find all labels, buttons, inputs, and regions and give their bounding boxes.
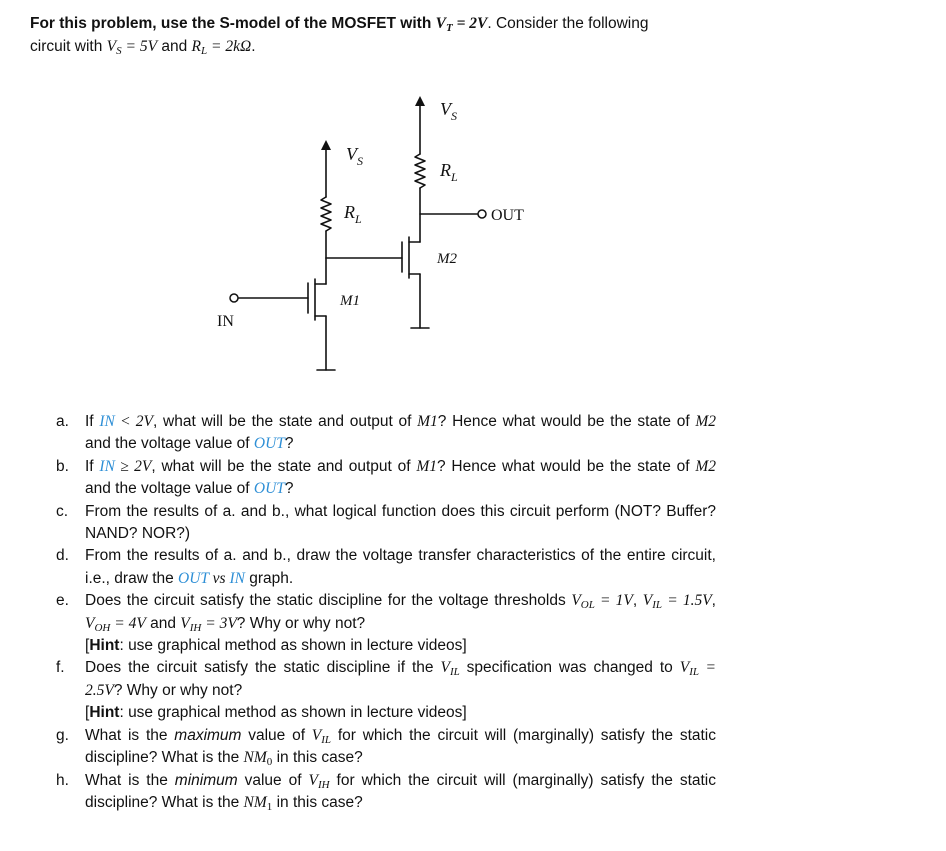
vil-symbol: V: [311, 726, 322, 744]
vil-value: = 1.5V: [662, 592, 712, 610]
voh-value: = 4V: [110, 614, 146, 632]
question-letter: c.: [56, 502, 69, 520]
question-b: [56, 456, 716, 501]
question-letter: f.: [56, 659, 65, 677]
question-text: From the results of a. and b., draw the voltage transfer characteristics of the entire circuit, i.e., draw the: [85, 547, 716, 587]
question-text: Does the circuit satisfy the static discipline for the voltage thresholds: [85, 592, 572, 610]
vt-subscript: T: [445, 22, 453, 34]
nm-symbol: NM: [243, 793, 267, 811]
m2-label: M2: [437, 251, 457, 267]
question-text: ? Why or why not?: [113, 681, 243, 699]
question-text: value of: [237, 771, 309, 789]
left-resistor-zigzag: [321, 197, 331, 231]
rl-value: = 2kΩ: [207, 38, 252, 55]
question-text: Does the circuit satisfy the static discipline if the: [85, 659, 441, 677]
question-letter: h.: [56, 771, 69, 789]
question-list: [56, 411, 716, 814]
m1-symbol: M1: [417, 413, 438, 430]
condition: ≥ 2V: [114, 457, 152, 475]
vih-symbol: V: [180, 614, 190, 632]
m2-symbol: M2: [695, 413, 716, 430]
question-text: ? Why or why not?: [236, 614, 366, 632]
question-text: in this case?: [272, 793, 363, 811]
in-label: IN: [217, 313, 234, 330]
rl-label-right: $R_L$: [440, 160, 458, 184]
hint-label: Hint: [89, 704, 120, 722]
vil-subscript: IL: [321, 733, 332, 746]
question-text: for which the circuit will (marginally) satisfy the static discipline? What is the: [85, 771, 717, 811]
rl-label-left: $R_L$: [344, 202, 362, 226]
question-text: If: [85, 413, 100, 430]
question-text: If: [85, 457, 100, 475]
m2-symbol: M2: [695, 457, 717, 475]
in-symbol: IN: [99, 413, 115, 430]
m1-symbol: M1: [416, 457, 438, 475]
question-text: in this case?: [272, 749, 363, 767]
nm-subscript: 1: [266, 800, 273, 813]
vol-symbol: V: [571, 592, 581, 610]
vs-label-right: $V_S$: [440, 99, 457, 123]
vs-label-left: $V_S$: [346, 144, 363, 168]
vil-symbol: V: [679, 659, 690, 677]
hint-label: Hint: [89, 637, 120, 655]
left-supply-arrow: [321, 140, 331, 150]
vih-subscript: IH: [189, 621, 202, 634]
m1-label: M1: [340, 293, 360, 309]
vs-value: = 5V: [121, 38, 158, 55]
question-text: , what will be the state and output of: [153, 413, 418, 430]
intro-period: . Consider the following: [487, 15, 649, 32]
question-text: ? Hence what would be the state of: [437, 457, 696, 475]
vil-value: = 2.5V: [85, 659, 716, 699]
vt-symbol: V: [435, 15, 446, 32]
right-supply-arrow: [415, 96, 425, 106]
question-text: ?: [284, 480, 294, 498]
question-text: for which the circuit will (marginally) satisfy the static discipline? What is the: [85, 726, 716, 767]
and-word: and: [145, 614, 181, 632]
in-symbol: IN: [229, 569, 245, 587]
question-letter: e.: [56, 592, 69, 610]
question-e: e. Does the circuit satisfy the static discipline for the voltage thresholds $V_{OL} = 1V$, $V_{IL} = 1.5V$, $V_{OH} = 4V$ and $V_{IH} = 3V$? Why or why not? [Hint: use graphical method as shown in lecture videos]: [56, 592, 716, 655]
question-c: [56, 501, 716, 546]
vol-value: = 1V: [594, 592, 633, 610]
intro-end: .: [251, 38, 256, 55]
vih-value: = 3V: [201, 614, 237, 632]
vih-symbol: V: [308, 771, 318, 789]
question-text: specification was changed to: [459, 659, 680, 677]
vil-symbol: V: [642, 592, 653, 610]
out-symbol: OUT: [253, 435, 285, 453]
question-text: ? Hence what would be the state of: [437, 413, 696, 430]
question-d: [56, 545, 716, 590]
hint-text: : use graphical method as shown in lecture videos]: [119, 704, 467, 722]
vs-subscript: S: [116, 45, 122, 57]
condition: < 2V: [114, 413, 154, 430]
question-text: What is the: [85, 726, 175, 744]
question-text: What is the: [85, 771, 175, 789]
emphasis: maximum: [174, 726, 242, 744]
comma: ,: [711, 592, 716, 610]
vs-symbol: V: [106, 38, 117, 55]
out-symbol: OUT: [178, 569, 209, 587]
in-symbol: IN: [99, 457, 115, 475]
question-a: [56, 411, 716, 456]
out-symbol: OUT: [253, 480, 285, 498]
question-text: , what will be the state and output of: [151, 457, 417, 475]
out-terminal: [478, 210, 486, 218]
question-letter: d.: [56, 547, 69, 565]
vil-subscript: IL: [449, 666, 460, 679]
rl-symbol: R: [191, 38, 202, 55]
question-text: graph.: [244, 569, 294, 587]
question-f: f. Does the circuit satisfy the static discipline if the $V_{IL}$ specification was changed to $V_{IL} = 2.5V$? Why or why not? [Hint: use graphical method as shown in lecture videos]: [56, 659, 716, 722]
voh-symbol: V: [85, 614, 95, 632]
question-letter: a.: [56, 413, 69, 430]
rl-subscript: L: [201, 45, 208, 57]
vil-symbol: V: [440, 659, 450, 677]
comma: ,: [632, 592, 643, 610]
circuit-diagram: [0, 0, 946, 400]
right-resistor-zigzag: [415, 154, 425, 188]
out-label: OUT: [491, 207, 524, 224]
question-g: [56, 725, 716, 770]
intro-line2-prefix: circuit with: [30, 38, 107, 55]
question-text: From the results of a. and b., what logical function does this circuit perform (NOT? Buffer? NAND? NOR?): [85, 502, 716, 543]
vil-subscript: IL: [689, 666, 700, 679]
vil-subscript: IL: [652, 599, 663, 612]
vih-subscript: IH: [317, 778, 330, 791]
question-text: ?: [284, 435, 294, 453]
question-text: value of: [241, 726, 312, 744]
vol-subscript: OL: [580, 599, 595, 612]
vs-word: vs: [208, 569, 230, 587]
emphasis: minimum: [174, 771, 238, 789]
question-h: [56, 770, 716, 815]
intro-prefix: For this problem, use the S-model of the MOSFET with: [30, 15, 436, 32]
intro-and: and: [157, 38, 192, 55]
hint-text: : use graphical method as shown in lecture videos]: [119, 637, 467, 655]
question-text: and the voltage value of: [85, 435, 254, 453]
question-letter: b.: [56, 457, 69, 475]
voh-subscript: OH: [94, 621, 111, 634]
in-terminal: [230, 294, 238, 302]
vt-value: = 2V: [452, 15, 488, 32]
question-text: and the voltage value of: [85, 480, 254, 498]
question-letter: g.: [56, 726, 69, 744]
nm-subscript: 0: [266, 756, 273, 769]
nm-symbol: NM: [243, 749, 267, 767]
